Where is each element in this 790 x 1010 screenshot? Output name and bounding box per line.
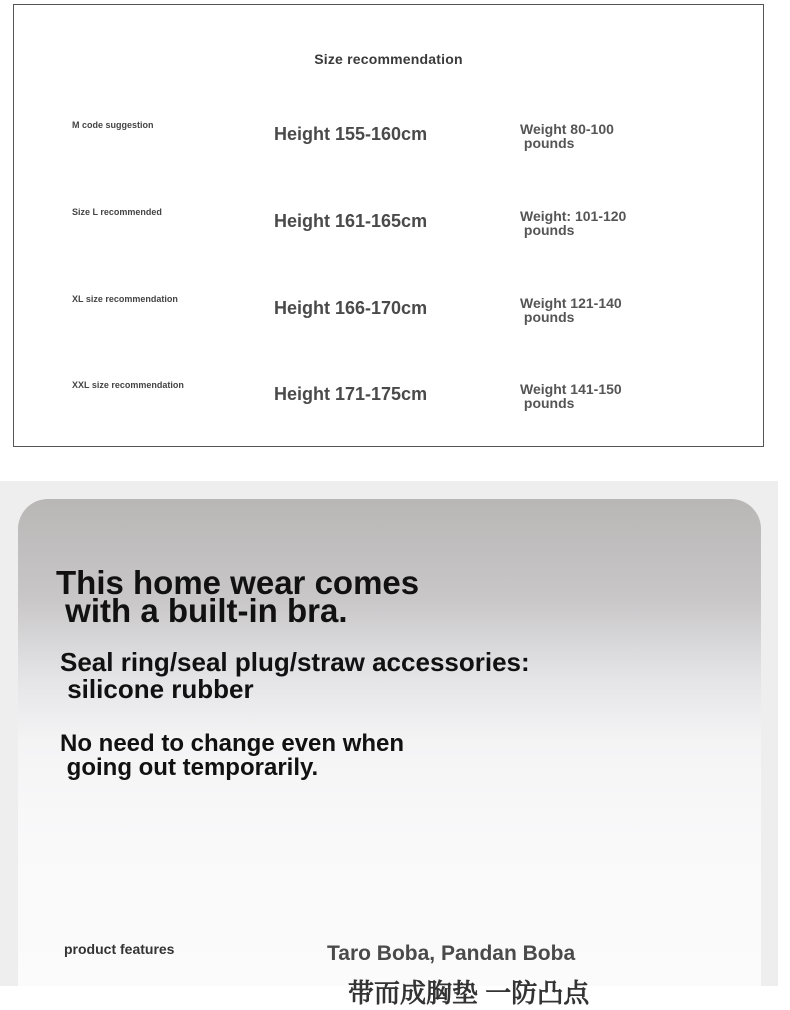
feature-card <box>18 499 761 1008</box>
size-label: XXL size recommendation <box>72 380 184 390</box>
size-row-xxl <box>14 380 763 420</box>
size-chart-title: Size recommendation <box>314 51 463 67</box>
size-height: Height 155-160cm <box>274 124 428 144</box>
size-row-l <box>14 207 763 247</box>
size-chart-panel <box>13 4 764 447</box>
size-row-xl <box>14 294 763 334</box>
size-height: Height 166-170cm <box>274 298 428 318</box>
flavor-names-cn: 带而成胸垫 一防凸点 <box>348 978 590 1008</box>
product-features-label: product features <box>64 941 175 957</box>
size-weight: Weight 121-140 pounds <box>520 295 622 325</box>
feature-built-in-bra: This home wear comes with a built-in bra. <box>56 564 420 629</box>
feature-go-out: No need to change even when going out temporarily. <box>60 730 405 781</box>
size-label: M code suggestion <box>72 120 154 130</box>
size-weight: Weight: 101-120 pounds <box>520 208 627 238</box>
feature-accessories-material: Seal ring/seal plug/straw accessories: silicone rubber <box>60 647 530 704</box>
size-label: Size L recommended <box>72 207 162 217</box>
size-height: Height 161-165cm <box>274 211 428 231</box>
size-weight: Weight 80-100 pounds <box>520 121 614 151</box>
size-weight: Weight 141-150 pounds <box>520 381 622 411</box>
flavor-names: Taro Boba, Pandan Boba <box>327 942 576 965</box>
size-label: XL size recommendation <box>72 294 178 304</box>
size-row-m <box>14 120 763 160</box>
size-height: Height 171-175cm <box>274 384 428 404</box>
